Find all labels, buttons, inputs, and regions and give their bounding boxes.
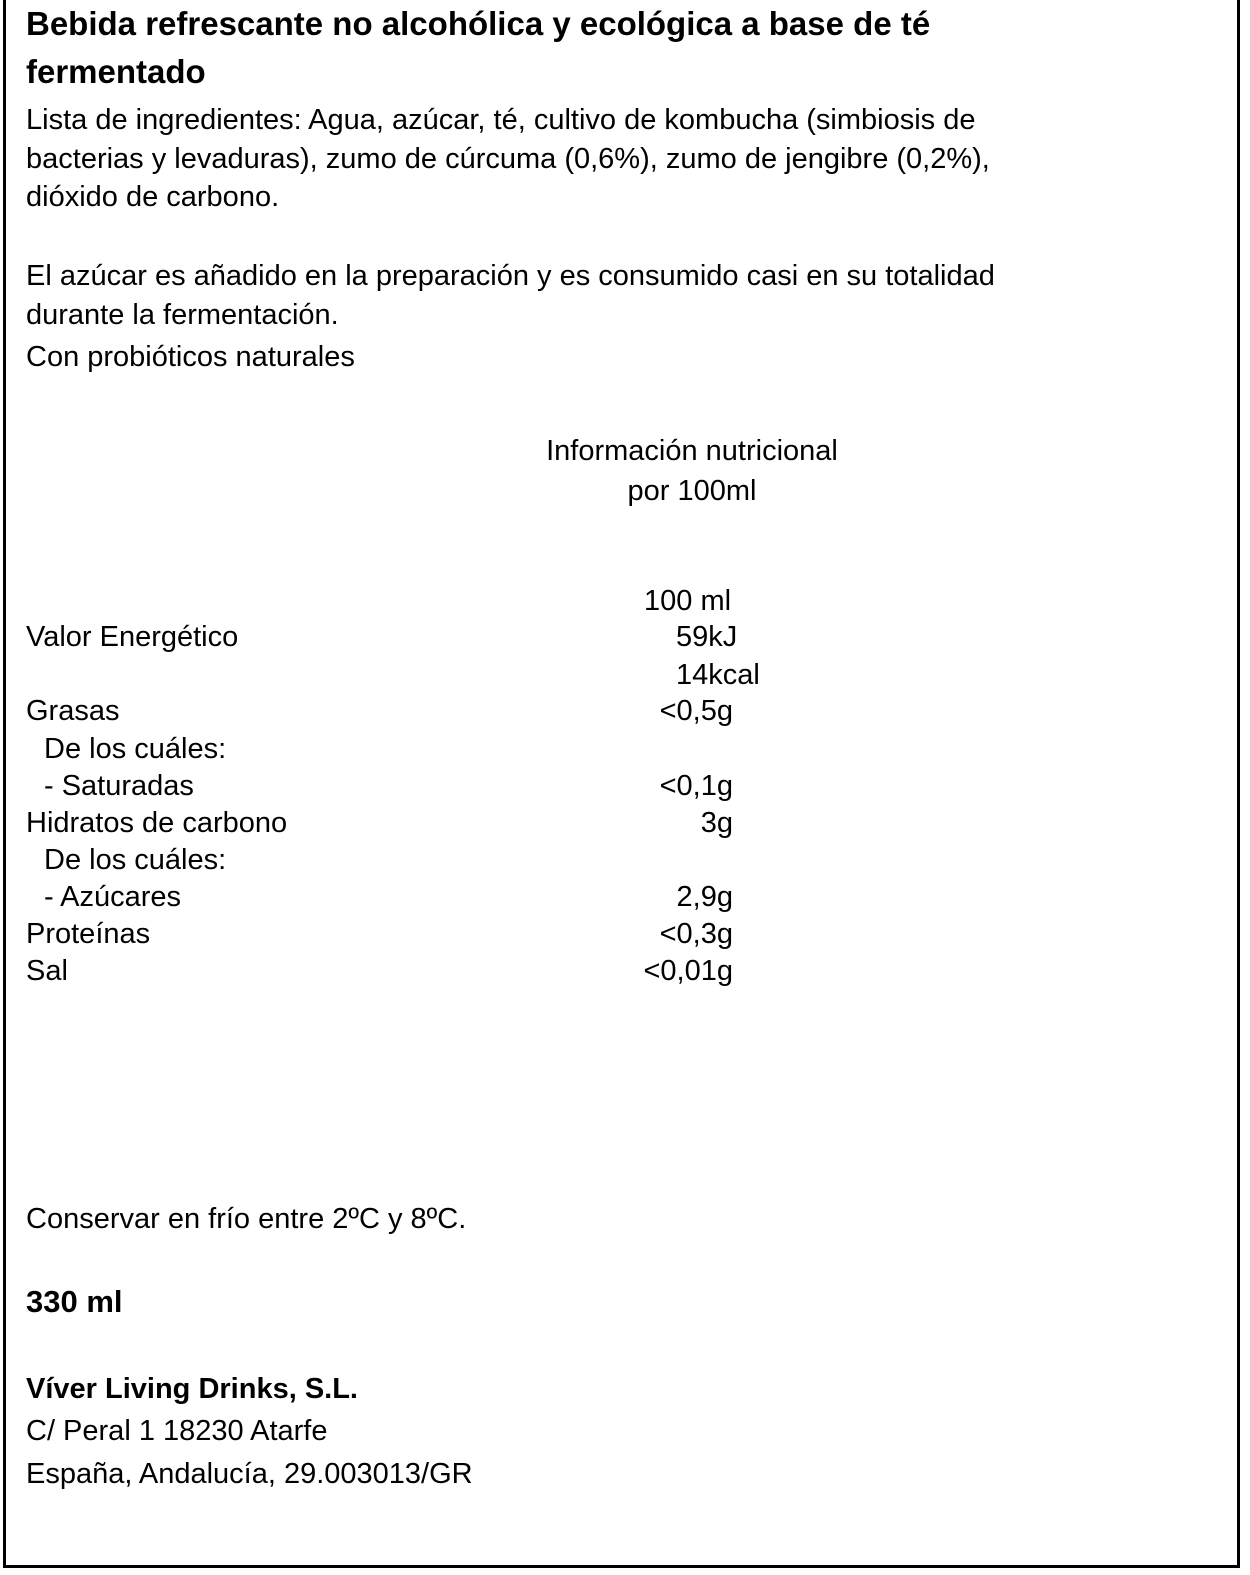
- nutrient-value: 14kcal: [676, 659, 760, 691]
- nutrient-label: Grasas: [26, 695, 120, 727]
- nutrient-label: - Saturadas: [44, 770, 194, 802]
- nutrient-value: <0,1g: [659, 770, 733, 802]
- ingredients-line: Lista de ingredientes: Agua, azúcar, té, cultivo de kombucha (simbiosis de: [26, 104, 976, 136]
- nutrient-value: 3g: [700, 807, 733, 839]
- nutrient-value: 2,9g: [676, 881, 733, 913]
- storage-instructions: Conservar en frío entre 2ºC y 8ºC.: [26, 1203, 467, 1235]
- nutrient-label: - Azúcares: [44, 881, 181, 913]
- company-name: Víver Living Drinks, S.L.: [26, 1373, 358, 1405]
- nutrient-label: Proteínas: [26, 918, 151, 950]
- nutrient-label: Hidratos de carbono: [26, 807, 288, 839]
- nutrition-subheading: por 100ml: [627, 475, 757, 507]
- nutrient-sublabel: De los cuáles:: [44, 733, 227, 765]
- company-address: C/ Peral 1 18230 Atarfe: [26, 1415, 328, 1447]
- nutrient-label: Valor Energético: [26, 621, 239, 653]
- nutrient-sublabel: De los cuáles:: [44, 844, 227, 876]
- product-title-continued: fermentado: [26, 53, 206, 90]
- nutrition-column-header: 100 ml: [644, 585, 732, 617]
- nutrient-label: Sal: [26, 955, 68, 987]
- nutrient-value: <0,3g: [659, 918, 733, 950]
- sugar-note-continued: durante la fermentación.: [26, 299, 339, 331]
- nutrient-value: <0,5g: [659, 695, 733, 727]
- company-registry: España, Andalucía, 29.003013/GR: [26, 1458, 473, 1490]
- sugar-note: El azúcar es añadido en la preparación y es consumido casi en su totalidad: [26, 260, 995, 292]
- ingredients-line: bacterias y levaduras), zumo de cúrcuma (0,6%), zumo de jengibre (0,2%),: [26, 143, 990, 175]
- probiotics-note: Con probióticos naturales: [26, 341, 355, 373]
- product-title: Bebida refrescante no alcohólica y ecológica a base de té: [26, 5, 931, 42]
- volume: 330 ml: [26, 1284, 123, 1319]
- ingredients-line: dióxido de carbono.: [26, 181, 280, 213]
- nutrient-value: <0,01g: [643, 955, 733, 987]
- nutrient-value: 59kJ: [676, 621, 738, 653]
- nutrition-heading: Información nutricional: [546, 435, 838, 467]
